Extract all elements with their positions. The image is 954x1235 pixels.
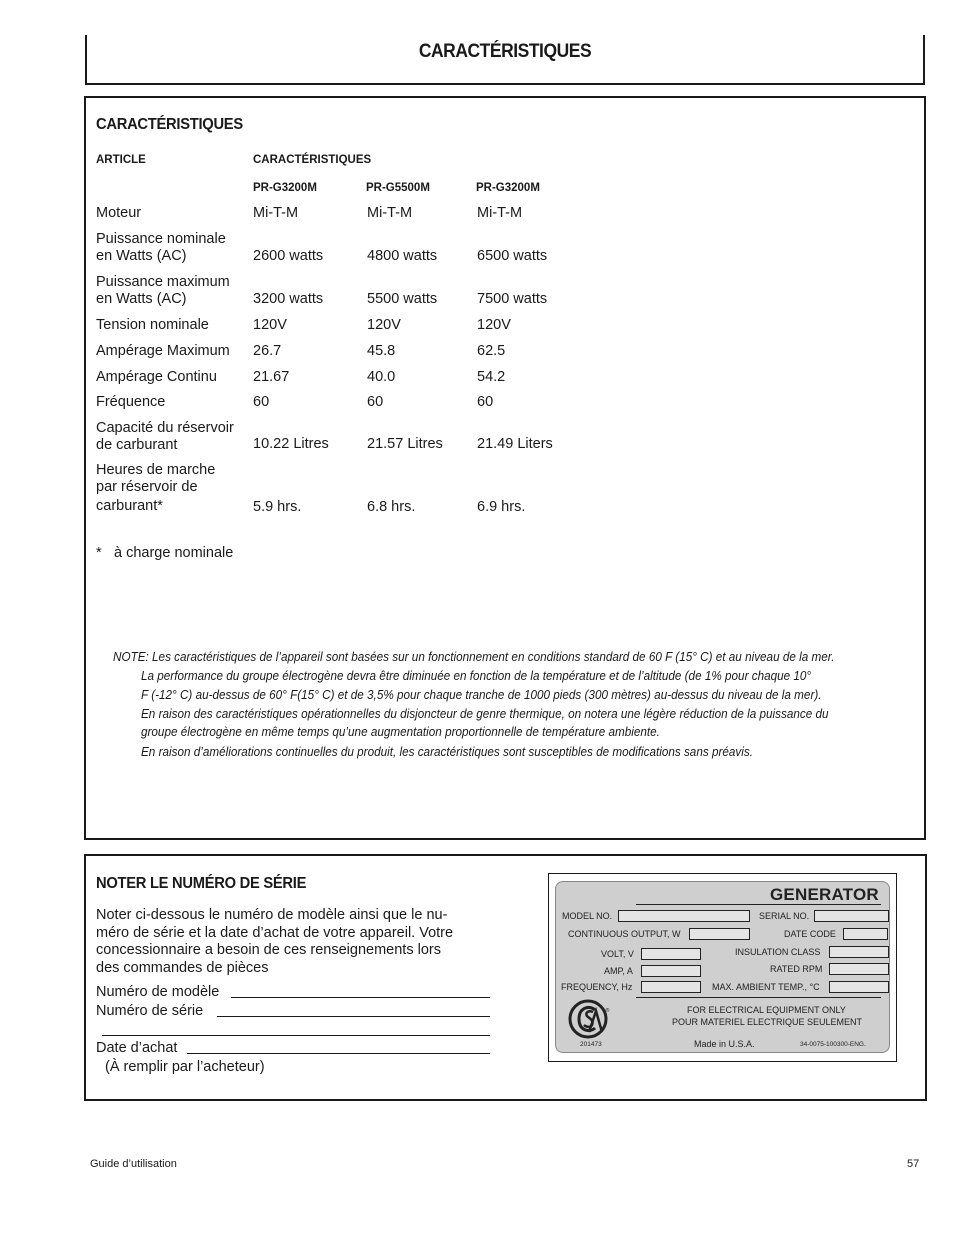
paragraph-line: Noter ci-dessous le numéro de modèle ainsi que le nu- <box>96 907 448 923</box>
row-label-line: en Watts (AC) <box>96 291 187 307</box>
table-cell: 60 <box>477 394 494 410</box>
plate-output-label: CONTINUOUS OUTPUT, W <box>568 929 681 939</box>
specifications-title: CARACTÉRISTIQUES <box>96 116 243 133</box>
row-label-rated-power <box>96 231 226 265</box>
row-label-engine: Moteur <box>96 205 142 221</box>
model-number-label: Numéro de modèle <box>96 984 220 1000</box>
svg-text:®: ® <box>605 1008 610 1014</box>
note-line: En raison des caractéristiques opérationnelles du disjoncteur de genre thermique, on notera une légère réduction de la puissance du <box>141 707 829 721</box>
table-cell: 54.2 <box>477 369 506 385</box>
serial-number-label: Numéro de série <box>96 1003 204 1019</box>
note-line: F (-12° C) au-dessus de 60° F(15° C) et de 3,5% pour chaque tranche de 1000 pieds (300 mètres) au-dessus du niveau de la mer). <box>141 688 822 702</box>
table-cell: 5500 watts <box>367 291 438 307</box>
table-cell: 5.9 hrs. <box>253 499 302 515</box>
table-cell: 120V <box>477 317 511 333</box>
row-label-frequency: Fréquence <box>96 394 166 410</box>
row-label-run-time <box>96 462 215 515</box>
table-cell: 45.8 <box>367 343 396 359</box>
row-label-continuous-amperage: Ampérage Continu <box>96 369 217 385</box>
plate-cert-number: 201473 <box>580 1041 602 1048</box>
plate-serial-field <box>814 910 889 922</box>
row-label-line: Puissance nominale <box>96 231 226 247</box>
serial-instructions <box>96 907 453 977</box>
plate-rpm-field <box>829 963 889 975</box>
column-header-article: ARTICLE <box>96 154 146 166</box>
page-title: CARACTÉRISTIQUES <box>418 41 592 62</box>
serial-number-line-2 <box>102 1035 490 1036</box>
page-number: 57 <box>907 1158 920 1170</box>
table-cell: 3200 watts <box>253 291 324 307</box>
plate-volt-field <box>641 948 701 960</box>
table-cell: 40.0 <box>367 369 396 385</box>
footnote-text: à charge nominale <box>114 545 234 561</box>
table-cell: 26.7 <box>253 343 282 359</box>
model-header-2: PR-G5500M <box>366 182 430 194</box>
plate-amp-label: AMP, A <box>604 966 633 976</box>
serial-number-line <box>217 1016 490 1017</box>
csa-logo-icon <box>568 999 612 1041</box>
plate-model-field <box>618 910 750 922</box>
column-header-specs: CARACTÉRISTIQUES <box>253 154 372 166</box>
plate-date-code-field <box>843 928 888 940</box>
table-cell: 120V <box>253 317 287 333</box>
row-label-max-power <box>96 274 230 308</box>
footer-guide-title: Guide d’utilisation <box>90 1158 177 1170</box>
table-cell: 120V <box>367 317 401 333</box>
row-label-line: Heures de marche <box>96 462 216 478</box>
plate-part-number: 34-0075-100300-ENG. <box>800 1041 866 1048</box>
table-cell: 60 <box>367 394 384 410</box>
table-cell: 6500 watts <box>477 248 548 264</box>
row-label-line: en Watts (AC) <box>96 248 187 264</box>
plate-date-code-label: DATE CODE <box>784 929 836 939</box>
nameplate-divider <box>636 997 881 998</box>
row-label-fuel-capacity <box>96 420 234 454</box>
table-cell: 6.9 hrs. <box>477 499 526 515</box>
model-number-line <box>231 997 490 998</box>
plate-amp-field <box>641 965 701 977</box>
plate-output-field <box>689 928 750 940</box>
note-line: NOTE: Les caractéristiques de l’appareil sont basées sur un fonctionnement en conditions standard de 60 F (15° C) et au niveau de la mer. <box>113 650 835 664</box>
model-header-1: PR-G3200M <box>253 182 317 194</box>
header-box <box>85 35 925 85</box>
table-cell: 10.22 Litres <box>253 436 329 452</box>
row-label-line: de carburant <box>96 437 178 453</box>
plate-frequency-label: FREQUENCY, Hz <box>561 982 633 992</box>
paragraph-line: concessionnaire a besoin de ces renseignements lors <box>96 942 441 958</box>
nameplate-frame <box>548 873 897 1062</box>
serial-section-title: NOTER LE NUMÉRO DE SÉRIE <box>96 875 307 892</box>
table-cell: 7500 watts <box>477 291 548 307</box>
plate-volt-label: VOLT, V <box>601 949 634 959</box>
row-label-line: carburant* <box>96 498 163 514</box>
row-label-line: Capacité du réservoir <box>96 420 234 436</box>
paragraph-line: des commandes de pièces <box>96 959 269 976</box>
plate-frequency-field <box>641 981 701 993</box>
paragraph-line: méro de série et la date d’achat de votre appareil. Votre <box>96 924 454 941</box>
nameplate-divider <box>636 904 881 905</box>
table-cell: 21.49 Liters <box>477 436 553 452</box>
table-cell: 6.8 hrs. <box>367 499 416 515</box>
plate-ambient-label: MAX. AMBIENT TEMP., °C <box>712 982 820 992</box>
purchase-date-line <box>187 1053 490 1054</box>
table-cell: 60 <box>253 394 270 410</box>
table-cell: Mi-T-M <box>253 205 299 221</box>
table-cell: 21.57 Litres <box>367 436 443 452</box>
table-cell: 21.67 <box>253 369 290 385</box>
plate-insulation-field <box>829 946 889 958</box>
plate-model-label: MODEL NO. <box>562 911 613 921</box>
purchase-date-label: Date d’achat <box>96 1040 178 1056</box>
table-cell: Mi-T-M <box>367 205 413 221</box>
nameplate-title: GENERATOR <box>770 885 879 904</box>
plate-made-in: Made in U.S.A. <box>694 1039 755 1049</box>
footnote-mark: * <box>96 545 102 561</box>
note-line: En raison d’améliorations continuelles du produit, les caractéristiques sont susceptibles de modifications sans préavis. <box>141 745 753 759</box>
plate-electrical-en: FOR ELECTRICAL EQUIPMENT ONLY <box>687 1005 846 1015</box>
plate-electrical-fr: POUR MATERIEL ELECTRIQUE SEULEMENT <box>672 1017 863 1027</box>
row-label-line: par réservoir de <box>96 479 198 495</box>
table-cell: 2600 watts <box>253 248 324 264</box>
plate-rpm-label: RATED RPM <box>770 964 823 974</box>
table-cell: 62.5 <box>477 343 506 359</box>
plate-ambient-field <box>829 981 889 993</box>
specifications-section <box>84 96 926 840</box>
table-cell: 4800 watts <box>367 248 438 264</box>
table-cell: Mi-T-M <box>477 205 523 221</box>
row-label-line: Puissance maximum <box>96 274 230 290</box>
buyer-note: (À remplir par l’acheteur) <box>105 1059 265 1075</box>
plate-insulation-label: INSULATION CLASS <box>735 947 821 957</box>
row-label-max-amperage: Ampérage Maximum <box>96 343 230 359</box>
row-label-voltage: Tension nominale <box>96 317 209 333</box>
plate-serial-label: SERIAL NO. <box>759 911 810 921</box>
generator-nameplate <box>555 881 890 1053</box>
note-line: groupe électrogène en même temps qu’une augmentation proportionnelle de température ambiente. <box>141 725 660 739</box>
note-line: La performance du groupe électrogène devra être diminuée en fonction de la température et de l’altitude (de 1% pour chaque 10° <box>141 669 812 683</box>
model-header-3: PR-G3200M <box>476 182 540 194</box>
